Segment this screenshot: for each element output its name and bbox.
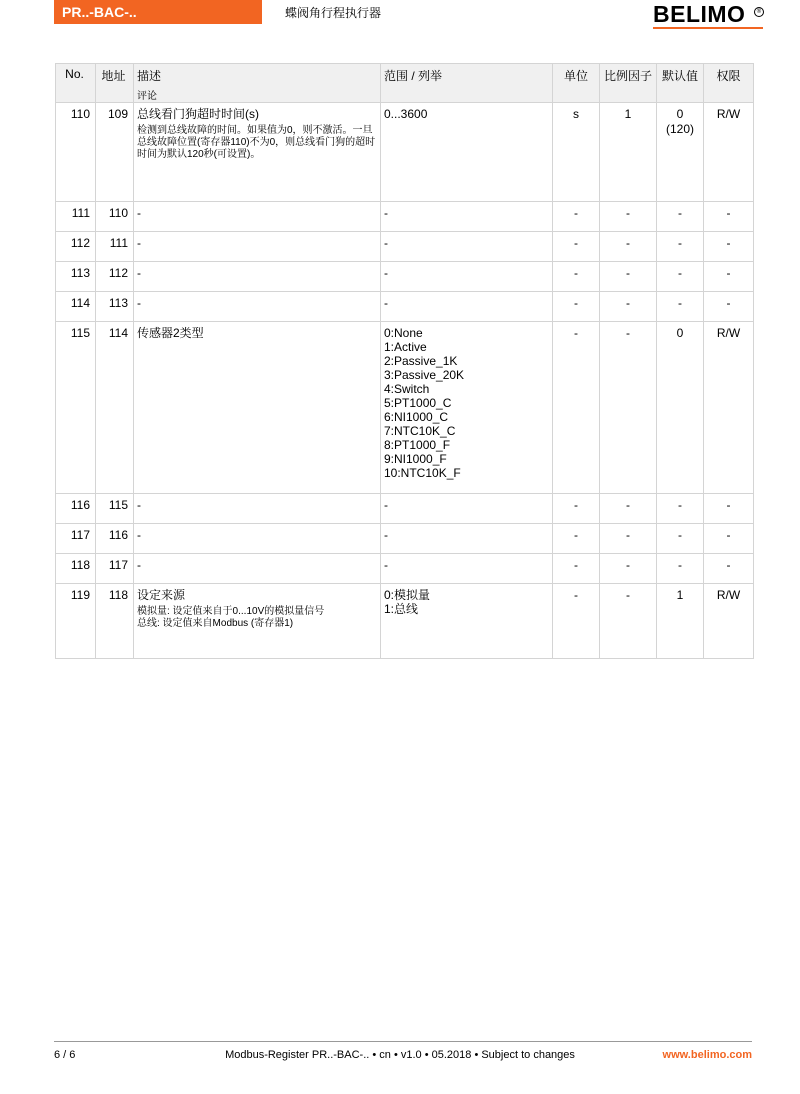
page-number: 6 / 6 <box>54 1049 76 1061</box>
table-row <box>56 554 754 584</box>
range-option: 10:NTC10K_F <box>384 466 461 480</box>
cell-address: 114 <box>96 322 134 494</box>
description-text: - <box>137 266 141 280</box>
cell-unit: - <box>553 494 600 524</box>
cell-range <box>381 584 553 659</box>
cell-factor: - <box>600 494 657 524</box>
range-option: 9:NI1000_F <box>384 452 447 466</box>
description-text: - <box>137 296 141 310</box>
range-option: 0:None <box>384 326 423 340</box>
description-text: - <box>137 236 141 250</box>
belimo-logo: BELIMO <box>653 1 746 27</box>
range-option: - <box>384 266 388 280</box>
cell-unit: - <box>553 524 600 554</box>
cell-range <box>381 262 553 292</box>
description-text: - <box>137 528 141 542</box>
description-text: 总线看门狗超时时间(s) <box>137 107 259 121</box>
cell-access: - <box>704 494 754 524</box>
header-address: 地址 <box>96 64 134 103</box>
cell-description <box>134 262 381 292</box>
cell-unit: s <box>553 103 600 202</box>
cell-no: 111 <box>56 202 96 232</box>
website-link[interactable]: www.belimo.com <box>662 1049 752 1061</box>
cell-default: 1 <box>657 584 704 659</box>
cell-range <box>381 232 553 262</box>
description-text: - <box>137 498 141 512</box>
cell-unit: - <box>553 292 600 322</box>
cell-factor: - <box>600 322 657 494</box>
cell-default: 0 <box>657 322 704 494</box>
cell-unit: - <box>553 322 600 494</box>
cell-access: - <box>704 292 754 322</box>
cell-range <box>381 202 553 232</box>
cell-description <box>134 524 381 554</box>
cell-access: - <box>704 232 754 262</box>
cell-default: - <box>657 554 704 584</box>
cell-range <box>381 554 553 584</box>
cell-default: - <box>657 232 704 262</box>
cell-no: 112 <box>56 232 96 262</box>
comment-text: 模拟量: 设定值来自于0...10V的模拟量信号 总线: 设定值来自Modbus (寄存器1) <box>137 606 325 629</box>
range-option: 7:NTC10K_C <box>384 424 456 438</box>
cell-factor: - <box>600 262 657 292</box>
cell-address: 109 <box>96 103 134 202</box>
cell-no: 114 <box>56 292 96 322</box>
cell-no: 119 <box>56 584 96 659</box>
registered-mark-icon: ® <box>754 7 764 17</box>
cell-access: R/W <box>704 584 754 659</box>
table-row <box>56 524 754 554</box>
cell-factor: - <box>600 524 657 554</box>
header-access: 权限 <box>704 64 754 103</box>
cell-access: - <box>704 554 754 584</box>
cell-no: 113 <box>56 262 96 292</box>
cell-unit: - <box>553 232 600 262</box>
cell-no: 116 <box>56 494 96 524</box>
cell-range <box>381 322 553 494</box>
cell-range <box>381 103 553 202</box>
description-text: - <box>137 206 141 220</box>
cell-factor: 1 <box>600 103 657 202</box>
range-option: - <box>384 296 388 310</box>
cell-default: - <box>657 494 704 524</box>
cell-access: R/W <box>704 322 754 494</box>
register-table <box>55 63 754 659</box>
cell-unit: - <box>553 584 600 659</box>
table-row <box>56 202 754 232</box>
cell-default: - <box>657 292 704 322</box>
range-option: 8:PT1000_F <box>384 438 451 452</box>
table-row <box>56 232 754 262</box>
header-unit: 单位 <box>553 64 600 103</box>
range-option: - <box>384 206 388 220</box>
cell-access: - <box>704 524 754 554</box>
cell-address: 117 <box>96 554 134 584</box>
cell-default: - <box>657 202 704 232</box>
document-info: Modbus-Register PR..-BAC-.. • cn • v1.0 • 05.2018 • Subject to changes <box>225 1049 575 1061</box>
product-tag: PR..-BAC-.. <box>54 0 262 24</box>
cell-factor: - <box>600 292 657 322</box>
cell-factor: - <box>600 554 657 584</box>
range-option: - <box>384 236 388 250</box>
range-option: 5:PT1000_C <box>384 396 452 410</box>
cell-address: 111 <box>96 232 134 262</box>
range-option: 4:Switch <box>384 382 430 396</box>
range-option: 0:模拟量 <box>384 588 431 602</box>
table-row <box>56 103 754 202</box>
cell-address: 110 <box>96 202 134 232</box>
cell-unit: - <box>553 554 600 584</box>
cell-description <box>134 202 381 232</box>
cell-unit: - <box>553 202 600 232</box>
cell-no: 117 <box>56 524 96 554</box>
cell-no: 110 <box>56 103 96 202</box>
description-text: 设定来源 <box>137 588 186 602</box>
cell-default: - <box>657 524 704 554</box>
cell-address: 116 <box>96 524 134 554</box>
table-row <box>56 262 754 292</box>
range-option: - <box>384 558 388 572</box>
footer-divider <box>54 1041 752 1042</box>
cell-address: 113 <box>96 292 134 322</box>
cell-factor: - <box>600 232 657 262</box>
header-factor: 比例因子 <box>600 64 657 103</box>
range-option: 0...3600 <box>384 107 428 121</box>
cell-default: - <box>657 262 704 292</box>
cell-no: 118 <box>56 554 96 584</box>
logo-underline <box>653 27 763 29</box>
table-header-row <box>56 64 754 103</box>
cell-range <box>381 524 553 554</box>
header-description <box>134 64 381 103</box>
cell-description <box>134 292 381 322</box>
range-option: 1:总线 <box>384 602 419 616</box>
cell-access: - <box>704 202 754 232</box>
cell-address: 112 <box>96 262 134 292</box>
cell-description <box>134 232 381 262</box>
cell-access: - <box>704 262 754 292</box>
cell-description <box>134 584 381 659</box>
header-default: 默认值 <box>657 64 704 103</box>
cell-access: R/W <box>704 103 754 202</box>
cell-description <box>134 322 381 494</box>
cell-description <box>134 554 381 584</box>
range-option: 1:Active <box>384 340 427 354</box>
range-option: 6:NI1000_C <box>384 410 449 424</box>
cell-no: 115 <box>56 322 96 494</box>
cell-factor: - <box>600 202 657 232</box>
cell-default: 0 (120) <box>657 103 704 202</box>
table-row <box>56 584 754 659</box>
description-text: - <box>137 558 141 572</box>
product-title: 蝶阀角行程执行器 <box>285 6 382 20</box>
header-no: No. <box>56 64 96 103</box>
header-comment-label: 评论 <box>137 91 157 102</box>
cell-unit: - <box>553 262 600 292</box>
header-description-label: 描述 <box>137 69 162 83</box>
cell-factor: - <box>600 584 657 659</box>
cell-address: 115 <box>96 494 134 524</box>
range-option: 3:Passive_20K <box>384 368 465 382</box>
cell-description <box>134 103 381 202</box>
table-row <box>56 322 754 494</box>
cell-range <box>381 494 553 524</box>
header-range: 范围 / 列举 <box>381 64 553 103</box>
range-option: 2:Passive_1K <box>384 354 458 368</box>
table-row <box>56 494 754 524</box>
cell-address: 118 <box>96 584 134 659</box>
cell-description <box>134 494 381 524</box>
cell-range <box>381 292 553 322</box>
table-row <box>56 292 754 322</box>
range-option: - <box>384 528 388 542</box>
comment-text: 检测到总线故障的时间。如果值为0，则不激活。一旦总线故障位置(寄存器110)不为0，则总线看门狗的超时时间为默认120秒(可设置)。 <box>137 125 376 160</box>
range-option: - <box>384 498 388 512</box>
description-text: 传感器2类型 <box>137 326 204 340</box>
